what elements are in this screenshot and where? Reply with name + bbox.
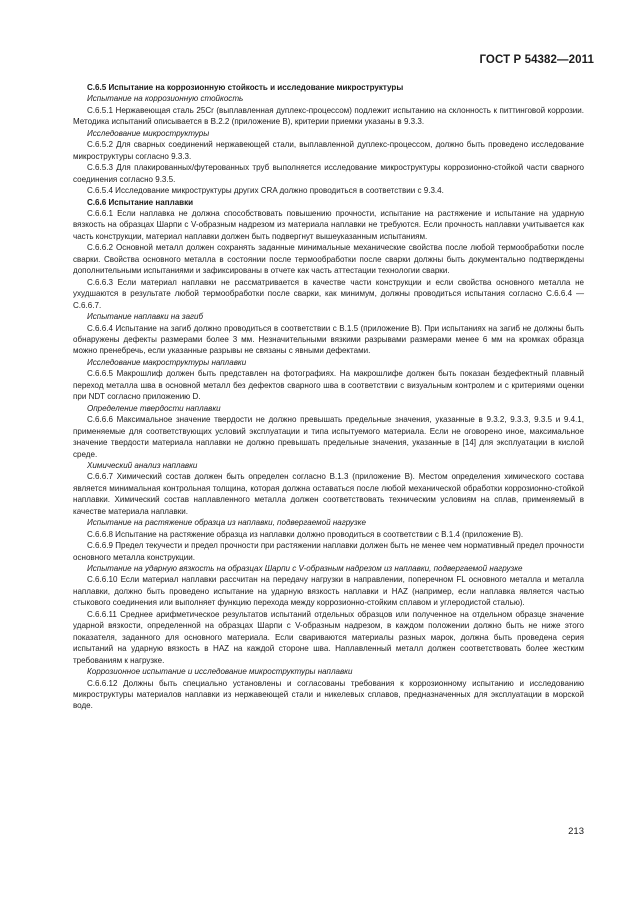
subsection-heading: Испытание на ударную вязкость на образцах Шарпи с V-образным надрезом из наплавки, подвергаемой нагрузке [87,564,523,574]
paragraph: С.6.6.4 Испытание на загиб должно проводиться в соответствии с В.1.5 (приложение В). При испытаниях на загиб не должны быть обнаружены дефекты размерами более 3 мм. Незначительными вязкими разрывами размерами менее 6 мм на кромках образца можно пренебречь, если указанные разрывы не связаны с явными дефектами. [73,323,584,356]
paragraph: С.6.6.7 Химический состав должен быть определен согласно В.1.3 (приложение В). Местом определения химического состава является минимальная контрольная толщина, которая должна оставаться после любой механической обработки коррозионно-стойкой наплавки. Химический состав наплавленного металла должен соответствовать техническим условиям на сплав, применяемый в качестве материала наплавки. [73,472,584,516]
paragraph: С.6.6.8 Испытание на растяжение образца из наплавки должно проводиться в соответствии с В.1.4 (приложение В). [87,529,524,539]
paragraph: С.6.5.3 Для плакированных/футерованных труб выполняется исследование микроструктуры коррозионно-стойкой части сварного соединения согласно 9.3.5. [73,163,584,184]
page-number: 213 [568,826,584,837]
subsection-heading: Исследование макроструктуры наплавки [87,357,247,367]
paragraph: С.6.5.2 Для сварных соединений нержавеющей стали, выплавленной дуплекс-процессом, должно быть проведено исследование микроструктуры согласно 9.3.3. [73,140,584,161]
subsection-heading: Испытание наплавки на загиб [87,312,204,322]
subsection-heading: Испытание на коррозионную стойкость [87,94,244,104]
paragraph: С.6.6.3 Если материал наплавки не рассматривается в качестве части конструкции и если свойства основного металла не ухудшаются в результате любой термообработки после сварки, как минимум, должны проводиться испытания согласно С.6.6.4 — С.6.6.7. [73,277,584,310]
subsection-heading: Испытание на растяжение образца из наплавки, подвергаемой нагрузке [87,518,366,528]
paragraph: С.6.5.1 Нержавеющая сталь 25Cr (выплавленная дуплекс-процессом) подлежит испытанию на склонность к питтинговой коррозии. Методика испытаний описывается в В.2.2 (приложение В), критерии приемки указаны в 9.3.3. [73,105,584,127]
paragraph: С.6.6.9 Предел текучести и предел прочности при растяжении наплавки должен быть не менее чем нормативный предел прочности основного металла конструкции. [73,541,584,562]
subsection-heading: Определение твердости наплавки [87,403,221,413]
subsection-heading: Исследование микроструктуры [87,128,210,138]
paragraph: С.6.5.4 Исследование микроструктуры других CRA должно проводиться в соответствии с 9.3.4. [87,186,444,196]
paragraph: С.6.6.12 Должны быть специально установлены и согласованы требования к коррозионному испытанию и исследованию микроструктуры материалов наплавки из нержавеющей стали и никелевых сплавов, предназначенных для эксплуатации в морской воде. [73,678,584,711]
section-heading: С.6.5 Испытание на коррозионную стойкость и исследование микроструктуры [87,83,404,92]
subsection-heading: Коррозионное испытание и исследование микроструктуры наплавки [87,667,353,677]
section-heading: С.6.6 Испытание наплавки [87,197,194,207]
subsection-heading: Химический анализ наплавки [87,460,198,470]
paragraph: С.6.6.11 Среднее арифметическое результатов испытаний отдельных образцов или полученное на отдельном образце значение ударной вязкости, определенной на образцах Шарпи с V-образным надрезом, в каждом положении должно быть не ниже этого показателя, заданного для основного материала. Если свариваются материалы разных марок, должна быть проведена серия испытаний на ударную вязкость в HAZ на каждой стороне шва. Наплавленный металл должен соответствовать более жестким требованиям к нагрузке. [73,609,584,665]
paragraph: С.6.6.2 Основной металл должен сохранять заданные минимальные механические свойства после любой термообработки после сварки. Свойства основного металла в состоянии после термообработки после сварки должны быть документально подтверждены дополнительными испытаниями и зафиксированы в отчете как часть аттестации технологии сварки. [73,243,584,276]
paragraph: С.6.6.5 Макрошлиф должен быть представлен на фотографиях. На макрошлифе должен быть показан бездефектный плавный переход металла шва в основной металл без дефектов сварного шва в соответствии с визуальным контролем и с критериями оценки при NDT согласно приложению D. [73,369,584,402]
paragraph: С.6.6.10 Если материал наплавки рассчитан на передачу нагрузки в направлении, поперечном FL основного металла и металла наплавки, должно быть проведено испытание на ударную вязкость наплавки и HAZ (например, если наплавка является частью стыкового соединения или выполняет функцию перехода между коррозионно-стойким сплавом и углеродистой сталью). [73,575,584,608]
standard-title: ГОСТ Р 54382—2011 [479,54,594,66]
document-body [73,82,584,712]
paragraph: С.6.6.1 Если наплавка не должна способствовать повышению прочности, испытание на растяжение и испытание на ударную вязкость на образцах Шарпи с V-образным надрезом из материала наплавки не требуются. Если прочность наплавки учитывается как часть конструкции, материал наплавки должен быть подвергнут вышеуказанным испытаниям. [73,208,584,241]
paragraph: С.6.6.6 Максимальное значение твердости не должно превышать предельные значения, указанные в 9.3.2, 9.3.3, 9.3.5 и 9.4.1, применяемые для соответствующих условий эксплуатации и типа испытуемого материала. Если не оговорено иное, максимальное значение твердости материала наплавки не должно превышать предельные значения, указанные в [14] для эксплуатации в кислой среде. [73,415,584,459]
